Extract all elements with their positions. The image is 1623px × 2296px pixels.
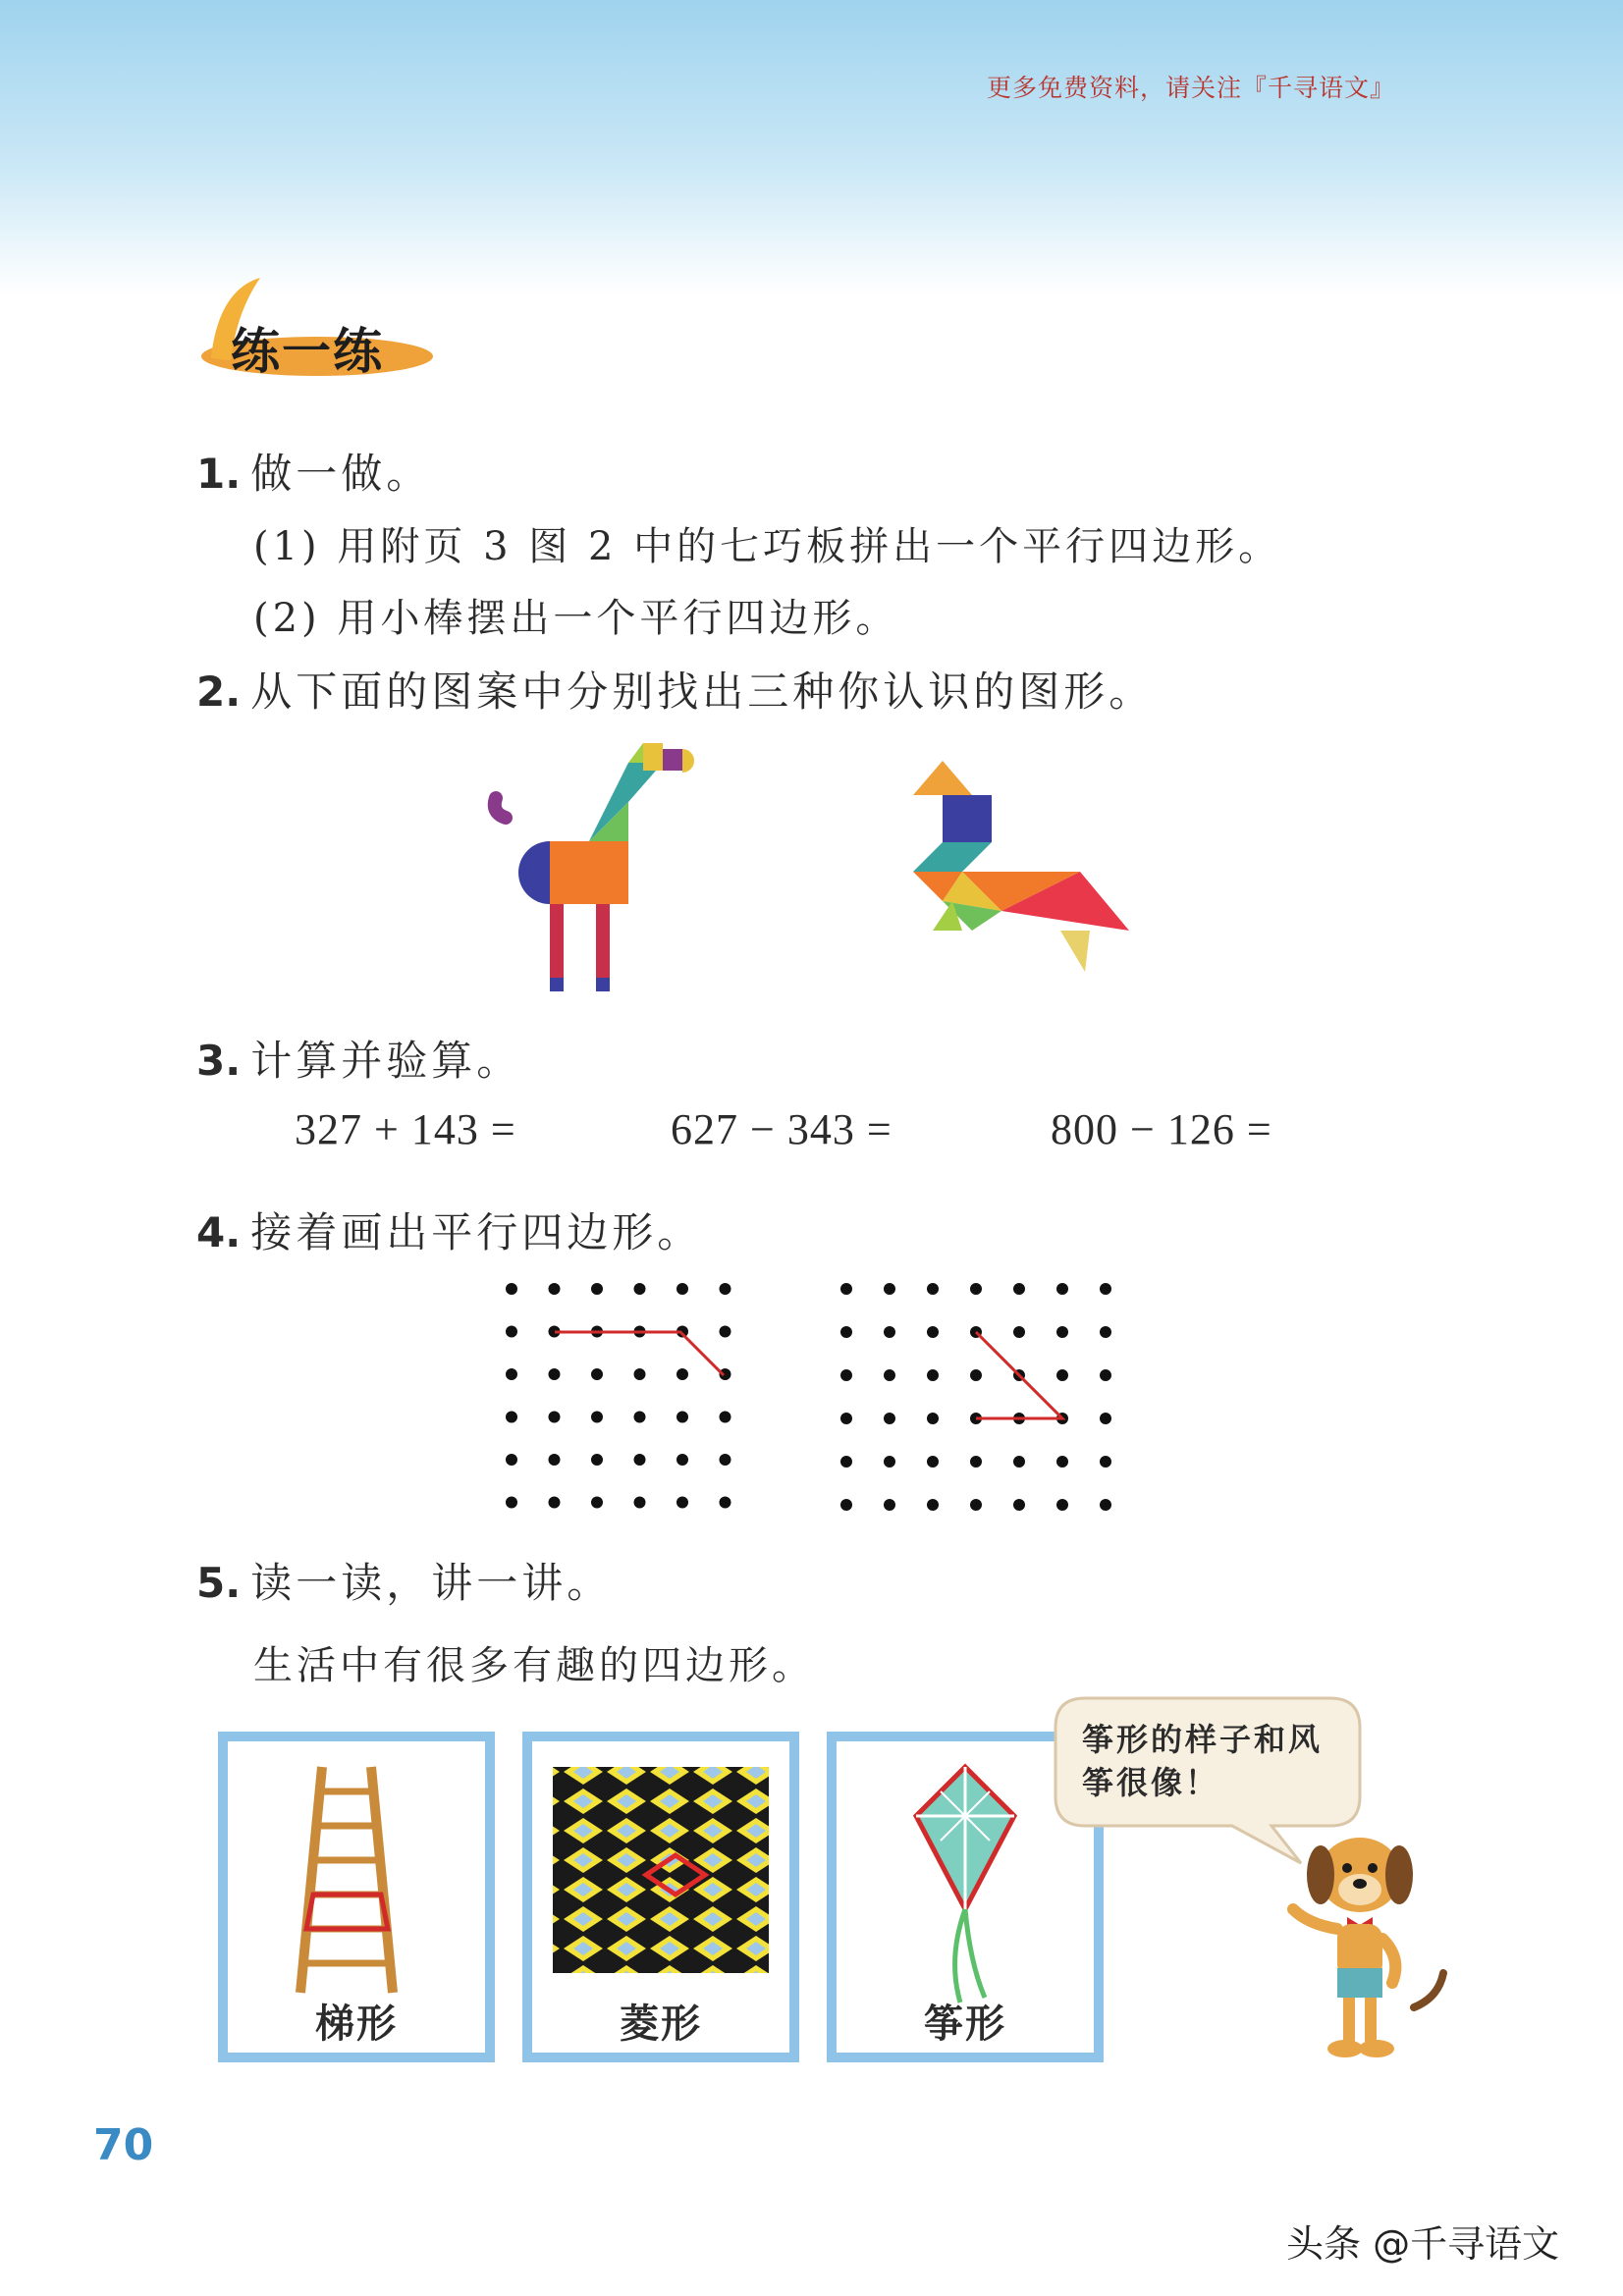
grid-dot — [840, 1499, 852, 1511]
question-1-sub-2: (2) 用小棒摆出一个平行四边形。 — [253, 596, 899, 641]
tangram-bird-image — [903, 756, 1139, 991]
grid-dot — [970, 1499, 982, 1511]
question-text: 读一读，讲一讲。 — [250, 1559, 613, 1607]
grid-dot — [1100, 1499, 1111, 1511]
grid-dot — [927, 1456, 939, 1468]
grid-dot — [970, 1283, 982, 1295]
grid-dot — [634, 1454, 646, 1466]
grid-dot — [720, 1326, 731, 1338]
page-number: 70 — [93, 2120, 154, 2170]
grid-dot — [549, 1368, 561, 1380]
question-4 — [196, 1201, 702, 1259]
grid-dot — [1013, 1456, 1025, 1468]
header-promo-note: 更多免费资料，请关注『千寻语文』 — [987, 74, 1396, 102]
grid-dot — [506, 1326, 517, 1338]
grid-dot — [676, 1412, 688, 1423]
grid-dot — [1100, 1456, 1111, 1468]
grid-dot — [676, 1368, 688, 1380]
grid-dot — [927, 1413, 939, 1424]
grid-dot — [634, 1497, 646, 1509]
grid-dot — [1056, 1369, 1068, 1381]
grid-dot — [720, 1454, 731, 1466]
card-label-rhombus: 菱形 — [620, 2001, 702, 2047]
grid-dot — [1100, 1326, 1111, 1338]
grid-dot — [1100, 1413, 1111, 1424]
grid-dot — [676, 1454, 688, 1466]
grid-dot — [591, 1283, 603, 1295]
question-number: 3. — [196, 1037, 242, 1085]
grid-dot — [634, 1283, 646, 1295]
grid-dot — [927, 1369, 939, 1381]
grid-dot — [506, 1454, 517, 1466]
question-number: 2. — [196, 667, 242, 716]
grid-dot — [549, 1412, 561, 1423]
grid-dot — [506, 1412, 517, 1423]
question-3 — [196, 1029, 521, 1088]
grid-dot — [591, 1368, 603, 1380]
section-title: 练一练 — [231, 323, 384, 380]
grid-dot — [840, 1413, 852, 1424]
grid-dot — [1100, 1369, 1111, 1381]
grid-dot — [884, 1499, 895, 1511]
grid-dot — [840, 1326, 852, 1338]
header-band — [0, 0, 1623, 294]
grid-dot — [1056, 1283, 1068, 1295]
rhombus-pattern-icon — [553, 1767, 769, 1973]
grid-dot — [1056, 1499, 1068, 1511]
equation-1: 327 + 143 = — [295, 1105, 516, 1153]
grid-dot — [884, 1413, 895, 1424]
grid-dot — [506, 1368, 517, 1380]
grid-dot — [884, 1326, 895, 1338]
question-number: 4. — [196, 1208, 242, 1256]
grid-dot — [840, 1369, 852, 1381]
grid-dot — [970, 1369, 982, 1381]
grid-dot — [634, 1368, 646, 1380]
question-text: 接着画出平行四边形。 — [250, 1208, 703, 1256]
equation-2: 627 − 343 = — [671, 1105, 893, 1153]
grid-dot — [1056, 1326, 1068, 1338]
question-text: 做一做。 — [250, 450, 432, 498]
grid-dot — [840, 1456, 852, 1468]
equation-3: 800 − 126 = — [1051, 1105, 1272, 1153]
dot-grid-right — [839, 1281, 1134, 1526]
grid-dot — [1013, 1499, 1025, 1511]
grid-dot — [549, 1497, 561, 1509]
grid-dot — [840, 1283, 852, 1295]
grid-dot — [1056, 1456, 1068, 1468]
speech-text: 筝形的样子和风筝很像！ — [1082, 1721, 1324, 1801]
grid-dot — [549, 1454, 561, 1466]
question-5-sub: 生活中有很多有趣的四边形。 — [253, 1643, 815, 1688]
grid-dot — [970, 1456, 982, 1468]
grid-dot — [720, 1412, 731, 1423]
grid-dot — [884, 1456, 895, 1468]
question-number: 1. — [196, 450, 242, 498]
grid-dot — [549, 1283, 561, 1295]
grid-dot — [506, 1283, 517, 1295]
grid-dot — [720, 1497, 731, 1509]
dot-grid-left — [506, 1281, 751, 1526]
grid-dot — [720, 1283, 731, 1295]
question-text: 从下面的图案中分别找出三种你认识的图形。 — [250, 667, 1155, 716]
card-label-trapezoid: 梯形 — [315, 2001, 398, 2047]
grid-dot — [676, 1497, 688, 1509]
grid-dot — [591, 1454, 603, 1466]
question-1-sub-1: (1) 用附页 3 图 2 中的七巧板拼出一个平行四边形。 — [253, 524, 1282, 569]
question-2 — [196, 660, 1154, 719]
grid-dot — [1013, 1283, 1025, 1295]
grid-dot — [927, 1283, 939, 1295]
grid-dot — [927, 1326, 939, 1338]
tangram-horse-image — [481, 741, 707, 996]
grid-dot — [1100, 1283, 1111, 1295]
dog-mascot-image — [1267, 1821, 1453, 2066]
grid-dot — [591, 1497, 603, 1509]
grid-dot — [634, 1412, 646, 1423]
question-text: 计算并验算。 — [250, 1037, 522, 1085]
grid-dot — [884, 1369, 895, 1381]
grid-dot — [591, 1412, 603, 1423]
question-5 — [196, 1551, 612, 1610]
question-1 — [196, 442, 431, 501]
card-label-kite: 筝形 — [924, 2001, 1006, 2047]
grid-dot — [506, 1497, 517, 1509]
grid-dot — [676, 1283, 688, 1295]
grid-dot — [884, 1283, 895, 1295]
watermark: 头条 @千寻语文 — [1286, 2222, 1560, 2266]
grid-dot — [1013, 1326, 1025, 1338]
question-number: 5. — [196, 1559, 242, 1607]
grid-dot — [927, 1499, 939, 1511]
